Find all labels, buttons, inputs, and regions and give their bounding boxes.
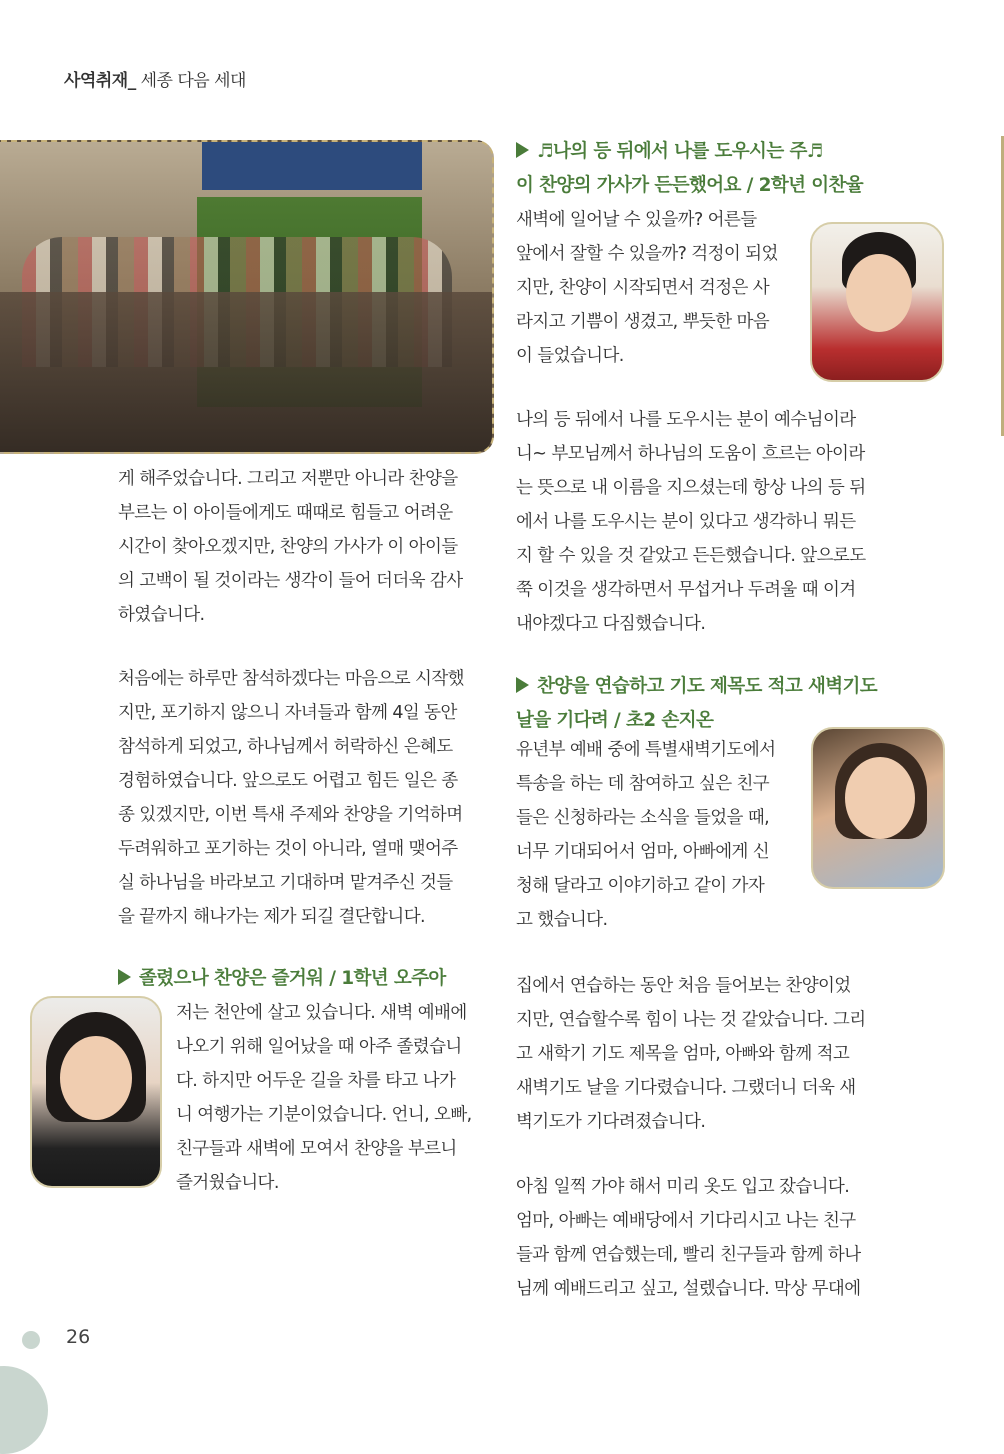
interview-headline-son: 찬양을 연습하고 기도 제목도 적고 새벽기도 날을 기다려 / 초2 손지온 — [516, 676, 878, 731]
text-line: 경험하였습니다. 앞으로도 어렵고 힘든 일은 종 — [118, 771, 458, 791]
text-line: 지만, 찬양이 시작되면서 걱정은 사 — [516, 278, 770, 298]
triangle-bullet-icon — [516, 677, 529, 693]
text-line: 내야겠다고 다짐했습니다. — [516, 614, 706, 634]
text-line: 즐거웠습니다. — [176, 1173, 279, 1193]
section-subtitle: 세종 다음 세대 — [140, 71, 246, 91]
text-line: 새벽기도 날을 기다렸습니다. 그랬더니 더욱 새 — [516, 1078, 856, 1098]
page-number: 26 — [66, 1326, 91, 1348]
text-line: 친구들과 새벽에 모여서 찬양을 부르니 — [176, 1139, 457, 1159]
text-line: 님께 예배드리고 싶고, 설렜습니다. 막상 무대에 — [516, 1279, 861, 1299]
triangle-bullet-icon — [118, 969, 131, 985]
text-line: 쭉 이것을 생각하면서 무섭거나 두려울 때 이겨 — [516, 580, 856, 600]
text-line: 벽기도가 기다려졌습니다. — [516, 1112, 706, 1132]
text-line: 시간이 찾아오겠지만, 찬양의 가사가 이 아이들 — [118, 537, 458, 557]
text-line: 고 새학기 기도 제목을 엄마, 아빠와 함께 적고 — [516, 1044, 850, 1064]
text-line: 지만, 연습할수록 힘이 나는 것 같았습니다. 그리 — [516, 1010, 866, 1030]
left-paragraph-3 — [176, 996, 494, 1200]
text-line: 니 여행가는 기분이었습니다. 언니, 오빠, — [176, 1105, 472, 1125]
left-paragraph-1 — [118, 462, 490, 632]
left-paragraph-2 — [118, 662, 490, 934]
text-line: 실 하나님을 바라보고 기대하며 맡겨주신 것들 — [118, 873, 453, 893]
text-line: 니~ 부모님께서 하나님의 도움이 흐르는 아이라 — [516, 444, 865, 464]
text-line: 종 있겠지만, 이번 특새 주제와 찬양을 기억하며 — [118, 805, 463, 825]
text-line: 앞에서 잘할 수 있을까? 걱정이 되었 — [516, 244, 778, 264]
section-label: 사역취재_ — [64, 71, 136, 91]
text-line: 나의 등 뒤에서 나를 도우시는 분이 예수님이라 — [516, 410, 856, 430]
text-line: 청해 달라고 이야기하고 같이 가자 — [516, 876, 765, 896]
right-paragraph-1 — [516, 203, 806, 373]
text-line: 나오기 위해 일어났을 때 아주 졸렸습니 — [176, 1037, 462, 1057]
text-line: 지 할 수 있을 것 같았고 든든했습니다. 앞으로도 — [516, 546, 866, 566]
text-line: 의 고백이 될 것이라는 생각이 들어 더더욱 감사 — [118, 571, 463, 591]
interview-headline-lee: ♬나의 등 뒤에서 나를 도우시는 주♬ 이 찬양의 가사가 든든했어요 / 2학년 이찬율 — [516, 141, 864, 196]
triangle-bullet-icon — [516, 142, 529, 158]
projection-screen — [202, 142, 422, 190]
audience — [0, 292, 492, 452]
portrait-lee — [810, 222, 944, 382]
text-line: 이 들었습니다. — [516, 346, 624, 366]
text-line: 유년부 예배 중에 특별새벽기도에서 — [516, 740, 776, 760]
text-line: 참석하게 되었고, 하나님께서 허락하신 은혜도 — [118, 737, 453, 757]
running-header — [64, 66, 246, 91]
text-line: 집에서 연습하는 동안 처음 들어보는 찬양이었 — [516, 976, 851, 996]
text-line: 에서 나를 도우시는 분이 있다고 생각하니 뭐든 — [516, 512, 856, 532]
right-paragraph-4 — [516, 969, 888, 1139]
text-line: 특송을 하는 데 참여하고 싶은 친구 — [516, 774, 770, 794]
page-dot — [22, 1331, 40, 1349]
text-line: 라지고 기쁨이 생겼고, 뿌듯한 마음 — [516, 312, 770, 332]
corner-circle — [0, 1366, 48, 1454]
choir-photo — [0, 140, 494, 454]
text-line: 새벽에 일어날 수 있을까? 어른들 — [516, 210, 757, 230]
text-line: 는 뜻으로 내 이름을 지으셨는데 항상 나의 등 뒤 — [516, 478, 866, 498]
text-line: 부르는 이 아이들에게도 때때로 힘들고 어려운 — [118, 503, 453, 523]
portrait-son — [811, 727, 945, 889]
text-line: 아침 일찍 가야 해서 미리 옷도 입고 잤습니다. — [516, 1177, 850, 1197]
text-line: 너무 기대되어서 엄마, 아빠에게 신 — [516, 842, 770, 862]
text-line: 을 끝까지 해나가는 제가 되길 결단합니다. — [118, 907, 425, 927]
text-line: 엄마, 아빠는 예배당에서 기다리시고 나는 친구 — [516, 1211, 856, 1231]
text-line: 들은 신청하라는 소식을 들었을 때, — [516, 808, 770, 828]
text-line: 처음에는 하루만 참석하겠다는 마음으로 시작했 — [118, 669, 464, 689]
text-line: 두려워하고 포기하는 것이 아니라, 열매 맺어주 — [118, 839, 458, 859]
text-line: 지만, 포기하지 않으니 자녀들과 함께 4일 동안 — [118, 703, 457, 723]
text-line: 다. 하지만 어두운 길을 차를 타고 나가 — [176, 1071, 456, 1091]
portrait-ojua — [30, 996, 162, 1188]
text-line: 들과 함께 연습했는데, 빨리 친구들과 함께 하나 — [516, 1245, 861, 1265]
text-line: 하였습니다. — [118, 605, 205, 625]
text-line: 게 해주었습니다. 그리고 저뿐만 아니라 찬양을 — [118, 469, 458, 489]
right-paragraph-3 — [516, 733, 806, 937]
right-paragraph-5 — [516, 1170, 888, 1306]
text-line: 저는 천안에 살고 있습니다. 새벽 예배에 — [176, 1003, 467, 1023]
text-line: 고 했습니다. — [516, 910, 608, 930]
right-paragraph-2 — [516, 403, 888, 641]
interview-headline-ojua: 졸렸으나 찬양은 즐거워 / 1학년 오주아 — [118, 962, 446, 996]
